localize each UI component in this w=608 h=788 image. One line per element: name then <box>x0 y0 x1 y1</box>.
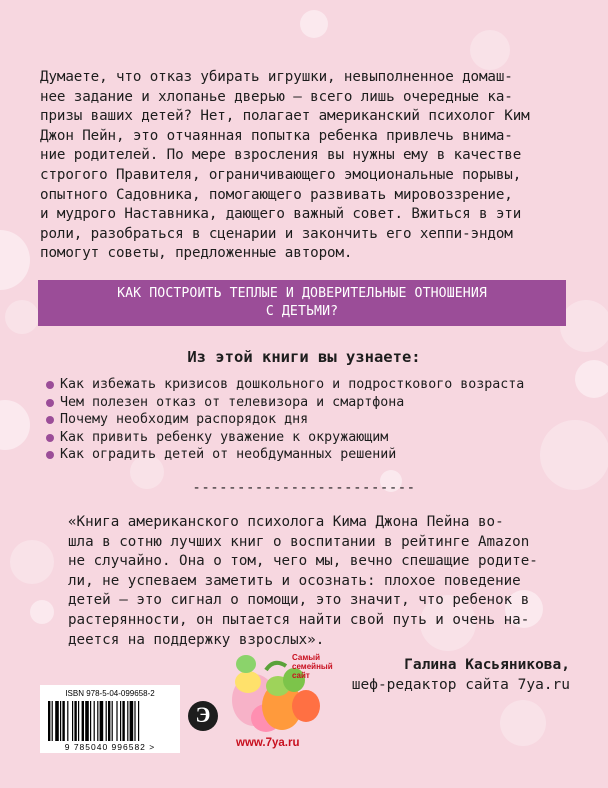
list-item-text: Почему необходим распорядок дня <box>60 412 309 428</box>
list-item <box>46 376 586 394</box>
barcode-bar <box>72 701 73 741</box>
isbn-label: ISBN 978-5-04-099658-2 <box>65 689 155 698</box>
banner-line: С ДЕТЬМИ? <box>265 304 339 319</box>
intro-line: роли, разобраться в сценарии и закончить его хеппи-эндом <box>40 225 513 242</box>
quote-line: растерянности, он пытается найти свой путь и очень на- <box>68 611 530 628</box>
barcode-bar <box>60 701 61 741</box>
list-item <box>46 429 586 447</box>
list-item <box>46 411 586 429</box>
barcode-bar <box>62 701 64 741</box>
barcode-bar <box>120 701 121 741</box>
intro-line: Джон Пейн, это отчаянная попытка ребенка привлечь внима- <box>40 127 513 144</box>
barcode-bar <box>82 701 84 741</box>
list-item-text: Как избежать кризисов дошкольного и подросткового возраста <box>60 377 525 392</box>
quote-line: не случайно. Она о том, чего мы, вечно спешащие родите- <box>68 553 538 570</box>
list-item-text: Чем полезен отказ от телевизора и смартфона <box>60 394 405 410</box>
headline-banner <box>38 280 566 326</box>
signature-role: шеф-редактор сайта 7ya.ru <box>351 677 570 693</box>
bullet-dot-icon <box>46 451 54 459</box>
bullet-dot-icon <box>46 399 54 407</box>
barcode-bar <box>90 701 91 741</box>
intro-line: и мудрого Наставника, дающего важный совет. Вжиться в эти <box>40 206 522 223</box>
barcode-bar <box>94 701 95 741</box>
barcode-bar <box>48 701 50 741</box>
barcode-bar <box>138 701 139 741</box>
intro-paragraph <box>40 68 568 264</box>
barcode-bar <box>134 701 135 741</box>
bullet-dot-icon <box>46 434 54 442</box>
barcode-bar <box>55 701 59 741</box>
list-item <box>46 446 586 464</box>
barcode-bar <box>74 701 76 741</box>
barcode-bar <box>52 701 53 741</box>
intro-line: Думаете, что отказ убирать игрушки, невыполненное домаш- <box>40 69 513 85</box>
intro-line: строгого Правителя, ограничивающего эмоциональные порывы, <box>40 166 522 183</box>
barcode-digits: 9 785040 996582 > <box>64 742 156 752</box>
quote-line: деется на поддержку взрослых». <box>68 631 325 648</box>
barcode-bar <box>106 701 107 741</box>
intro-line: помогут советы, предложенные автором. <box>40 245 353 262</box>
dashed-divider: ------------------------- <box>192 480 416 496</box>
barcode-bar <box>112 701 113 741</box>
quote-line: шла в сотню лучших книг о воспитании в рейтинге Amazon <box>68 533 530 550</box>
barcode-bar <box>127 701 128 741</box>
quote-signature <box>352 655 570 695</box>
barcode-bar <box>78 701 79 741</box>
list-item <box>46 394 586 412</box>
intro-line: ние родителей. По мере взросления вы нужны ему в качестве <box>40 147 522 164</box>
intro-line: призы ваших детей? Нет, полагает американский психолог Ким <box>40 108 530 125</box>
barcode-bar <box>130 701 134 741</box>
bullet-dot-icon <box>46 381 54 389</box>
barcode-icon <box>48 701 172 741</box>
bullet-list <box>46 376 586 464</box>
intro-line: опытного Садовника, помогающего развивать мировоззрение, <box>40 186 513 203</box>
logo-caption: Самый семейный сайт <box>292 653 333 680</box>
barcode-bar <box>122 701 124 741</box>
intro-line: нее задание и хлопанье дверью – всего лишь очередные ка- <box>40 88 513 105</box>
bullet-dot-icon <box>46 416 54 424</box>
quote-paragraph <box>68 513 568 650</box>
isbn-barcode-block <box>40 685 180 753</box>
barcode-bar <box>108 701 110 741</box>
logo-url: www.7ya.ru <box>236 737 300 749</box>
quote-line: детей – это сигнал о помощи, это значит, что ребенок в <box>68 592 530 609</box>
barcode-bar <box>97 701 98 741</box>
banner-line: КАК ПОСТРОИТЬ ТЕПЛЫЕ И ДОВЕРИТЕЛЬНЫЕ ОТНОШЕНИЯ <box>117 286 487 301</box>
signature-name: Галина Касьяникова, <box>404 657 570 673</box>
barcode-bar <box>116 701 117 741</box>
quote-line: «Книга американского психолога Кима Джона Пейна во- <box>68 514 504 530</box>
list-item-text: Как привить ребенку уважение к окружающим <box>60 429 389 445</box>
publisher-logo: Э <box>188 701 218 731</box>
learn-heading: Из этой книги вы узнаете: <box>187 348 421 366</box>
barcode-bar <box>100 701 104 741</box>
barcode-bar <box>85 701 89 741</box>
barcode-bar <box>67 701 68 741</box>
list-item-text: Как оградить детей от необдуманных решений <box>60 447 397 463</box>
quote-line: ли, не успеваем заметить и осознать: плохое поведение <box>68 572 521 589</box>
